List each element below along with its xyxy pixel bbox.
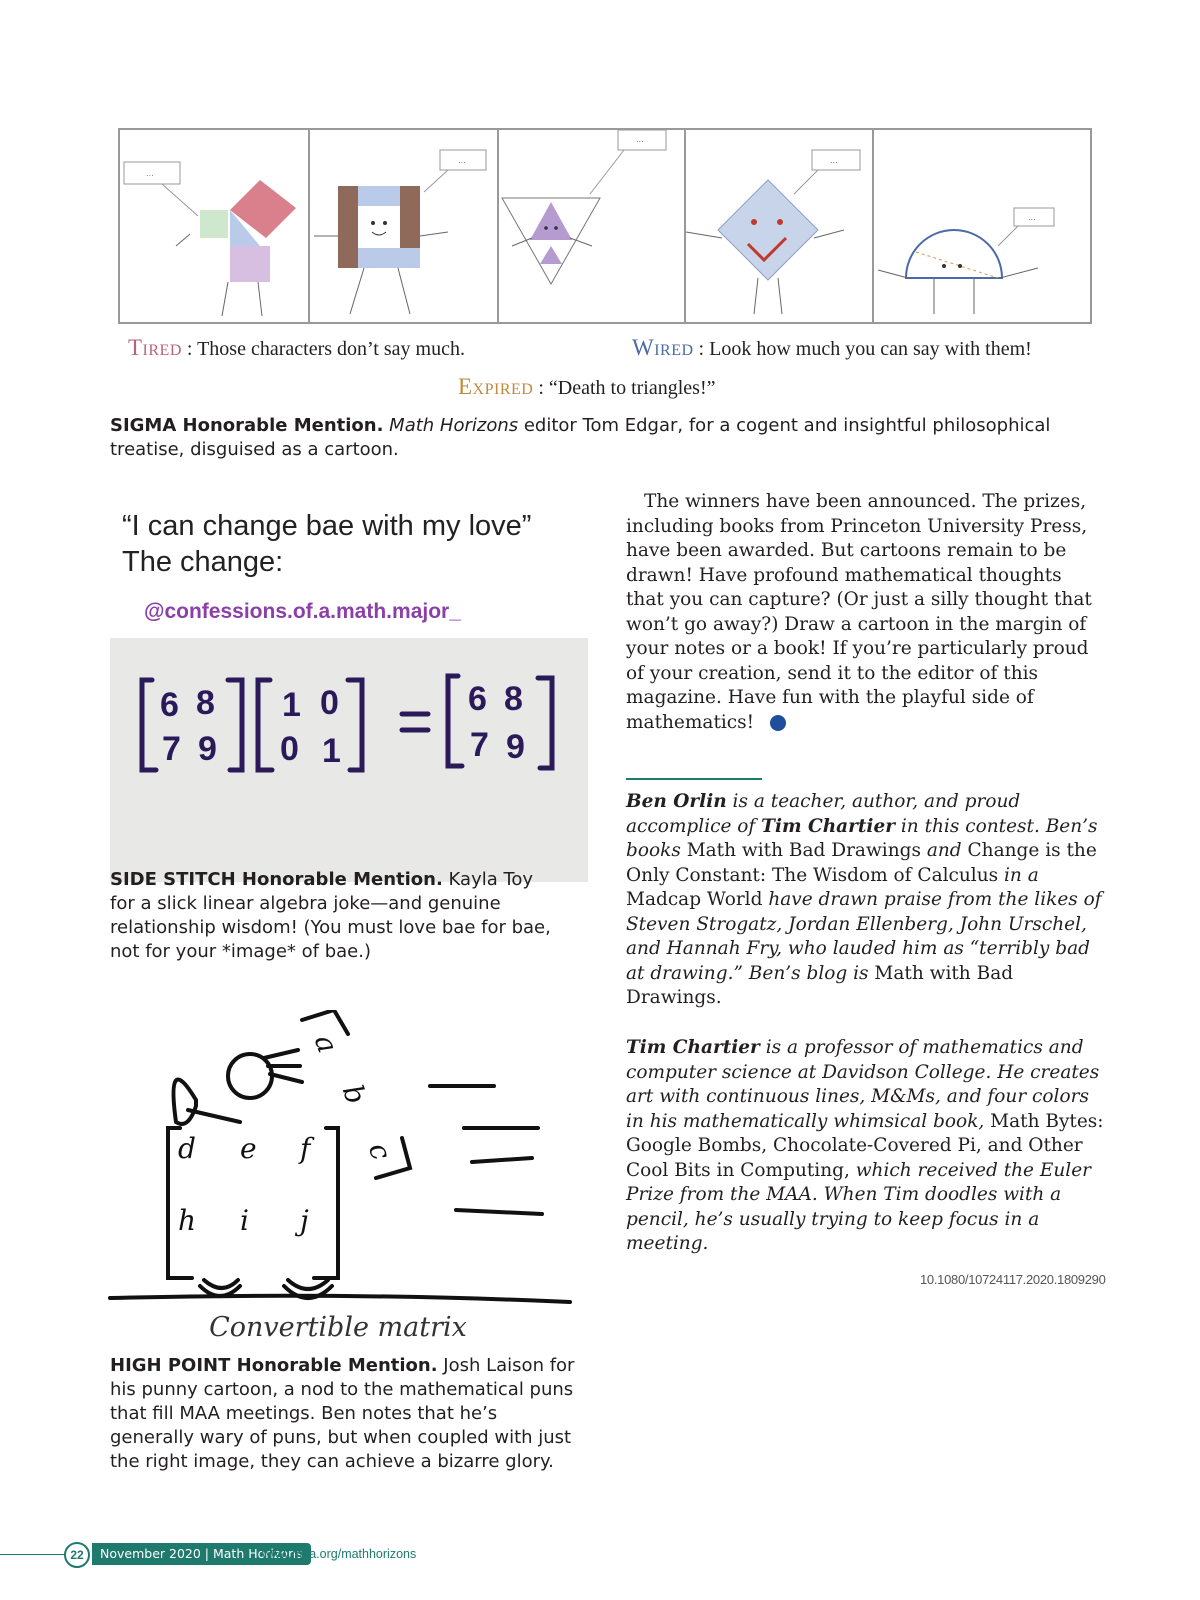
matrix-b-21: 0 xyxy=(280,730,299,768)
bio-ben-name: Ben Orlin xyxy=(626,791,727,812)
matrix-letter-i: i xyxy=(240,1204,249,1237)
convertible-matrix-cartoon xyxy=(108,1010,588,1348)
matrix-c-22: 9 xyxy=(506,728,525,766)
high-point-caption-lead: HIGH POINT Honorable Mention. xyxy=(110,1355,438,1376)
tired-label: Tired xyxy=(128,335,182,360)
svg-text:...: ... xyxy=(1028,213,1036,222)
svg-text:...: ... xyxy=(830,156,838,165)
matrix-b-12: 0 xyxy=(320,684,339,722)
footer-issue: November 2020 | Math Horizons xyxy=(92,1543,311,1565)
matrix-a-12: 8 xyxy=(196,684,215,722)
meme-matrix-photo xyxy=(110,638,588,882)
meme-handle: @confessions.of.a.math.major_ xyxy=(144,600,461,623)
bio-ben-name-tim: Tim Chartier xyxy=(761,815,895,837)
bio-ben-text-2: in this contest. Ben’s books xyxy=(626,815,1098,861)
bio-tim-chartier xyxy=(626,1036,1104,1257)
matrix-b-11: 1 xyxy=(282,686,301,724)
side-stitch-caption-text: Kayla Toy for a slick linear algebra joke—and genuine relationship wisdom! (You must love bae for bae, not for your *image* of bae.) xyxy=(110,869,551,962)
matrix-letter-h: h xyxy=(178,1204,197,1237)
bio-tim-text-1: is a professor of mathematics and computer science at Davidson College. He creates art with continuous lines, M&Ms, and four colors in his mathematically whimsical book, xyxy=(626,1037,1100,1132)
wired-label: Wired xyxy=(632,335,694,360)
bio-ben-text-6: . xyxy=(715,987,722,1008)
bio-ben-book-1: Math with Bad Drawings xyxy=(686,840,921,861)
matrix-letter-b: b xyxy=(335,1080,373,1109)
expired-text: : “Death to triangles!” xyxy=(538,377,716,399)
matrix-letter-f: f xyxy=(300,1132,311,1165)
meme-line-1: “I can change bae with my love” xyxy=(122,510,532,542)
side-stitch-caption xyxy=(110,868,558,964)
matrix-letter-e: e xyxy=(240,1132,257,1165)
doi: 10.1080/10724117.2020.1809290 xyxy=(920,1272,1106,1287)
closing-paragraph-text: The winners have been announced. The prizes, including books from Princeton University Press, have been awarded. But cartoons remain to be drawn! Have profound mathematical thoughts that you can capture? (Or just a silly thought that won’t go away?) Draw a cartoon in the margin of your notes or a book! If you’re particularly proud of your creation, send it to the editor of this magazine. Have fun with the playful side of mathematics! xyxy=(626,491,1092,733)
sigma-caption-magazine: Math Horizons xyxy=(389,415,519,436)
matrix-a-11: 6 xyxy=(160,686,179,724)
page-number: 22 xyxy=(64,1542,90,1568)
cartoon-caption: Convertible matrix xyxy=(209,1312,467,1343)
bio-ben-text-1: is a teacher, author, and proud accomplice of xyxy=(626,791,1021,837)
bio-ben-text-3: and xyxy=(920,840,968,861)
sigma-caption xyxy=(110,414,1100,462)
matrix-a-22: 9 xyxy=(198,730,217,768)
bio-tim-name: Tim Chartier xyxy=(626,1037,760,1058)
svg-text:...: ... xyxy=(636,135,644,144)
matrix-c-12: 8 xyxy=(504,680,523,718)
matrix-b-22: 1 xyxy=(322,732,341,770)
meme-line-2: The change: xyxy=(122,546,284,578)
footer-url[interactable]: www.maa.org/mathhorizons xyxy=(262,1547,417,1561)
matrix-letter-j: j xyxy=(300,1204,309,1237)
sigma-caption-lead: SIGMA Honorable Mention. xyxy=(110,415,384,436)
bio-ben-text-4: in xyxy=(998,864,1028,886)
bio-ben-blog: Math with Bad Drawings xyxy=(626,962,1014,1008)
wired-line xyxy=(632,335,1032,361)
matrix-c-11: 6 xyxy=(468,680,487,718)
bio-ben-text-4b: a xyxy=(1027,864,1039,886)
meme-header xyxy=(110,500,588,638)
bio-ben-text-5: have drawn praise from the likes of Steven Strogatz, Jordan Ellenberg, John Urschel, and Hannah Fry, who lauded him as “terribly bad at drawing.” Ben’s blog is xyxy=(626,889,1102,984)
bio-ben-book-2: Change is the Only Constant: The Wisdom of Calculus xyxy=(626,840,1097,886)
wired-text: : Look how much you can say with them! xyxy=(698,338,1032,360)
matrix-letter-a: a xyxy=(307,1030,345,1058)
matrix-letter-c: c xyxy=(361,1138,399,1165)
svg-text:...: ... xyxy=(458,156,466,165)
matrix-c-21: 7 xyxy=(470,726,489,764)
bio-divider xyxy=(626,778,762,780)
comic-strip xyxy=(118,128,1092,324)
matrix-letter-d: d xyxy=(178,1132,196,1165)
sigma-caption-text: editor Tom Edgar, for a cogent and insightful philosophical treatise, disguised as a cartoon. xyxy=(110,415,1051,460)
tired-line xyxy=(128,335,465,361)
tired-text: : Those characters don’t say much. xyxy=(186,338,465,360)
side-stitch-caption-lead: SIDE STITCH Honorable Mention. xyxy=(110,869,443,890)
matrix-a-21: 7 xyxy=(162,730,181,768)
bio-tim-text-2: which received the Euler Prize from the MAA. When Tim doodles with a pencil, he’s usually trying to keep focus in a meeting. xyxy=(626,1159,1091,1254)
high-point-caption-text: Josh Laison for his punny cartoon, a nod to the mathematical puns that fill MAA meetings. Ben notes that he’s generally wary of puns, but when coupled with just the right image, they can achieve a bizarre glory. xyxy=(110,1355,575,1472)
svg-text:...: ... xyxy=(146,169,154,178)
bio-ben-book-3: Madcap World xyxy=(626,889,763,910)
closing-paragraph xyxy=(626,490,1104,735)
high-point-caption xyxy=(110,1354,580,1474)
expired-label: Expired xyxy=(458,374,534,399)
bio-tim-book: Math Bytes: Google Bombs, Chocolate-Covered Pi, and Other Cool Bits in Computing, xyxy=(626,1110,1104,1181)
footer-rule xyxy=(0,1554,66,1555)
expired-line xyxy=(458,374,716,400)
end-mark-icon xyxy=(770,715,786,731)
bio-ben-orlin xyxy=(626,790,1104,1011)
